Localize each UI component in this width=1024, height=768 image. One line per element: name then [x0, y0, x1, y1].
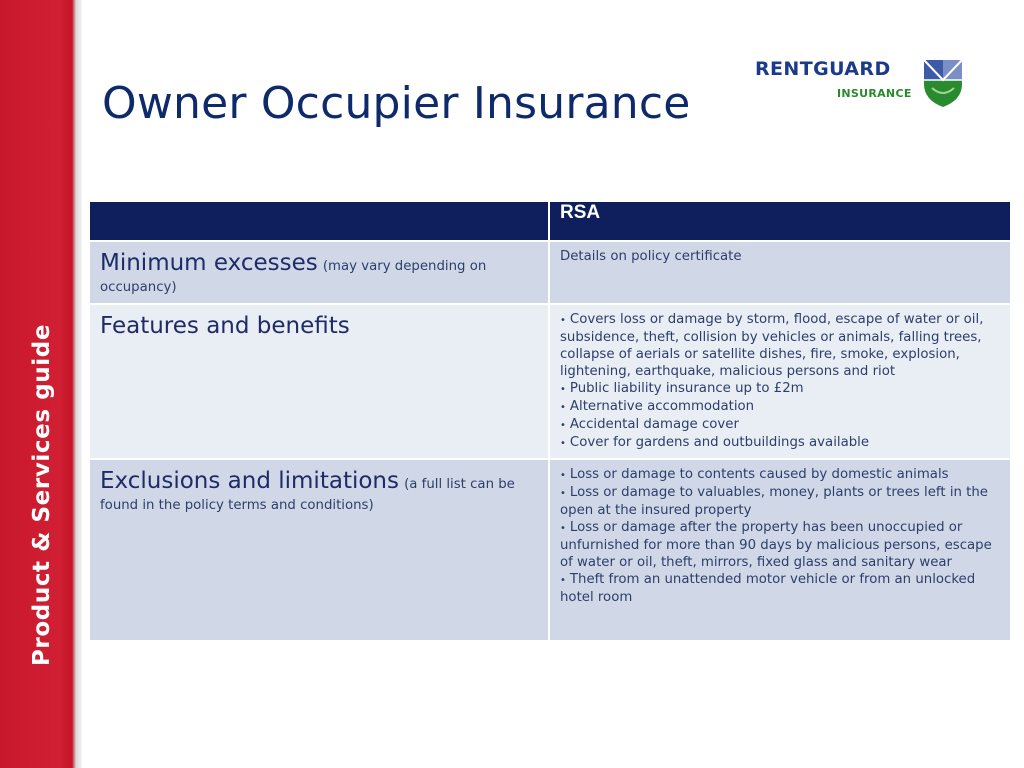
logo-sub: INSURANCE [837, 87, 912, 100]
list-item: • Covers loss or damage by storm, flood, escape of water or oil, subsidence, theft, collision by vehicles or animals, falling trees, collapse of aerials or satellite dishes, fire, smoke, explosion, lightening, earthquake, malicious persons and riot [560, 311, 1000, 380]
table-row [89, 304, 1011, 459]
list-item: • Theft from an unattended motor vehicle or from an unlocked hotel room [560, 571, 1000, 606]
bullet-list [560, 466, 1000, 606]
list-item: • Alternative accommodation [560, 398, 1000, 416]
bullet-list [560, 311, 1000, 452]
row-label-cell [89, 459, 549, 641]
table-header-row [89, 201, 1011, 241]
side-label: Product & Services guide [29, 323, 55, 667]
list-item: • Cover for gardens and outbuildings available [560, 434, 1000, 452]
comparison-table [88, 200, 1012, 642]
row-note: (a full list can be found in the policy terms and conditions) [100, 477, 515, 513]
table-header-rsa: RSA [549, 201, 1011, 241]
row-detail: Details on policy certificate [560, 249, 742, 264]
list-item: • Loss or damage to contents caused by domestic animals [560, 466, 1000, 484]
logo-brand: RENTGUARD [755, 58, 891, 80]
page-title: Owner Occupier Insurance [102, 78, 691, 129]
list-item: • Loss or damage after the property has been unoccupied or unfurnished for more than 90 days by malicious persons, escape of water or oil, theft, mirrors, fixed glass and sanitary wear [560, 519, 1000, 571]
rentguard-logo [755, 58, 970, 110]
list-item: • Accidental damage cover [560, 416, 1000, 434]
table-row [89, 459, 1011, 641]
row-label-cell [89, 304, 549, 459]
row-detail-cell [549, 304, 1011, 459]
row-detail-cell [549, 241, 1011, 304]
row-label-cell [89, 241, 549, 304]
shield-icon [922, 58, 964, 108]
row-label: Exclusions and limitations [100, 468, 399, 494]
list-item: • Public liability insurance up to £2m [560, 380, 1000, 398]
table-row [89, 241, 1011, 304]
row-note: (may vary depending on occupancy) [100, 259, 487, 295]
list-item: • Loss or damage to valuables, money, plants or trees left in the open at the insured property [560, 484, 1000, 519]
row-detail-cell [549, 459, 1011, 641]
row-label: Minimum excesses [100, 250, 318, 276]
table-header-empty [89, 201, 549, 241]
row-label: Features and benefits [100, 313, 350, 339]
